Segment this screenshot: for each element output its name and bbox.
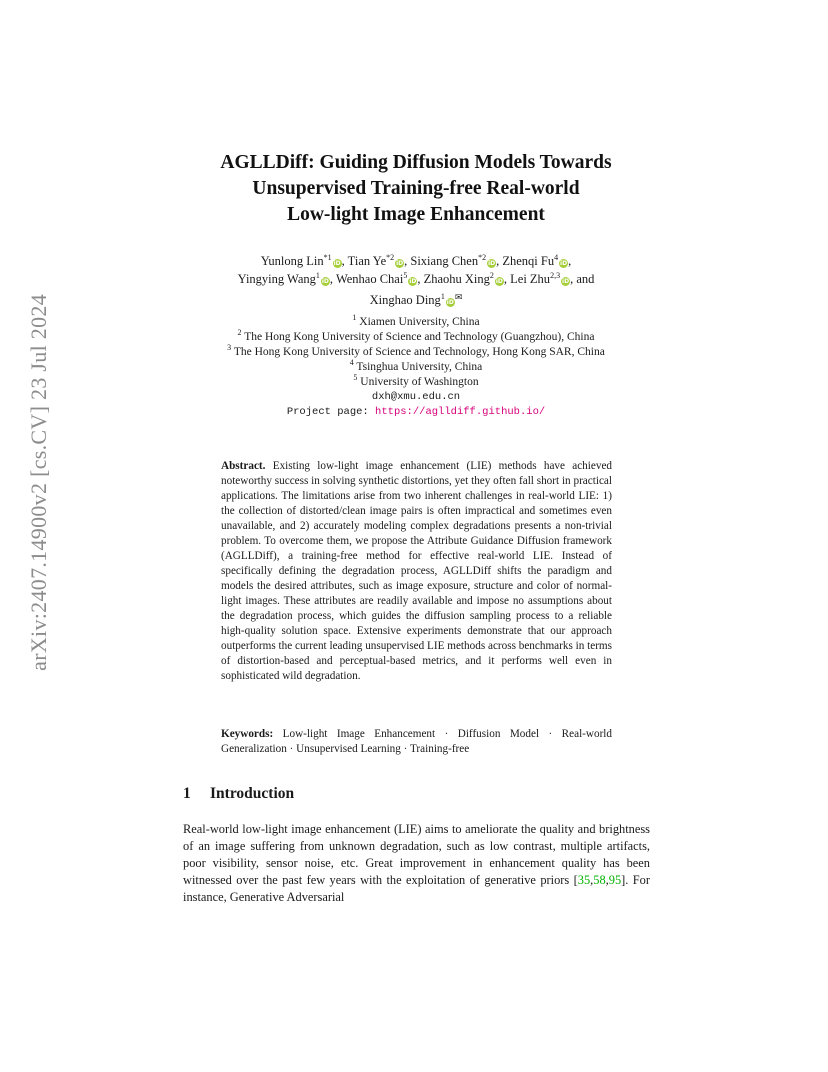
author-separator: , [417, 272, 424, 286]
affiliation-item [183, 315, 649, 330]
author-affil-sup: 2,3 [550, 271, 561, 280]
citation-link[interactable]: 58 [593, 873, 606, 887]
author-separator: , [503, 272, 511, 286]
author-name: Lei Zhu [510, 272, 551, 286]
orcid-icon[interactable]: iD [562, 278, 570, 285]
author-separator: , [404, 254, 411, 268]
section-heading [183, 785, 294, 803]
title-line-1: AGLLDiff: Guiding Diffusion Models Towards [220, 152, 612, 173]
orcid-icon[interactable]: iD [409, 278, 417, 285]
affiliation-text: University of Washington [360, 376, 479, 388]
author-affil-sup: *2 [386, 253, 395, 262]
author-affil-sup: 4 [554, 253, 559, 262]
affiliation-text: Tsinghua University, China [356, 361, 483, 373]
email-address[interactable]: dxh@xmu.edu.cn [371, 391, 461, 403]
author-separator: , and [570, 272, 595, 286]
author-line-3 [183, 288, 649, 309]
project-page-line [183, 405, 649, 420]
affiliation-text: Xiamen University, China [359, 316, 480, 328]
author-name: Zhaohu Xing [423, 272, 490, 286]
intro-text: ]. For instance, Generative Adversarial [183, 873, 650, 904]
orcid-icon[interactable]: iD [495, 278, 503, 285]
project-page-link[interactable]: https://aglldiff.github.io/ [375, 406, 546, 418]
orcid-icon[interactable]: iD [321, 278, 329, 285]
project-page-label: Project page: [286, 406, 369, 418]
author-separator: , [568, 254, 572, 268]
affiliation-number: 2 [237, 328, 242, 337]
affiliation-number: 5 [353, 373, 358, 382]
abstract-block [221, 459, 612, 684]
section-number: 1 [183, 785, 191, 802]
affiliation-item [183, 375, 649, 390]
keywords-block [221, 727, 612, 757]
author-name: Sixiang Chen [410, 254, 479, 268]
section-title: Introduction [210, 785, 295, 802]
affiliation-number: 3 [227, 343, 232, 352]
author-name: Tian Ye [347, 254, 387, 268]
arxiv-stamp: arXiv:2407.14900v2 [cs.CV] 23 Jul 2024 [26, 294, 51, 671]
author-name: Zhenqi Fu [502, 254, 555, 268]
orcid-icon[interactable]: iD [396, 260, 404, 267]
affiliation-list [183, 315, 649, 420]
affiliation-text: The Hong Kong University of Science and Technology, Hong Kong SAR, China [233, 346, 605, 358]
author-affil-sup: 1 [440, 292, 445, 301]
affiliation-item [183, 345, 649, 360]
affiliation-item [183, 360, 649, 375]
title-line-3: Low-light Image Enhancement [287, 204, 545, 225]
author-line-2 [183, 270, 649, 288]
keywords-label: Keywords: [221, 728, 274, 740]
abstract-text: Existing low-light image enhancement (LIE) methods have achieved noteworthy success in solving synthetic distortions, yet they often fall short in practical applications. The limitations arise from two inherent challenges in real-world LIE: 1) the collection of distorted/clean image pairs is often impractical and sometimes even unavailable, and 2) accurately modeling complex degradations presents a non-trivial problem. To overcome them, we propose the Attribute Guidance Diffusion framework (AGLLDiff), a training-free method for effective real-world LIE. Instead of specifically defining the degradation process, AGLLDiff shifts the paradigm and models the desired attributes, such as image exposure, structure and color of normal-light images. These attributes are readily available and impose no assumptions about the degradation process, which guides the diffusion sampling process to a reliable high-quality solution space. Extensive experiments demonstrate that our approach outperforms the current leading unsupervised LIE methods across benchmarks in terms of distortion-based and perceptual-based metrics, and it performs well even in sophisticated wild degradation. [221, 460, 613, 682]
abstract-label: Abstract. [221, 460, 266, 472]
affiliation-text: The Hong Kong University of Science and Technology (Guangzhou), China [244, 331, 595, 343]
title-line-2: Unsupervised Training-free Real-world [252, 178, 580, 199]
keywords-text: Low-light Image Enhancement · Diffusion Model · Real-world Generalization · Unsupervised Learning · Training-free [221, 728, 613, 755]
author-affil-sup: *2 [478, 253, 487, 262]
author-affil-sup: *1 [323, 253, 332, 262]
author-name: Yingying Wang [237, 272, 316, 286]
orcid-icon[interactable]: iD [333, 260, 341, 267]
paper-title [183, 150, 649, 228]
orcid-icon[interactable]: iD [560, 260, 568, 267]
author-affil-sup: 1 [315, 271, 320, 280]
author-affil-sup: 5 [403, 271, 408, 280]
intro-paragraph: Real-world low-light image enhancement (LIE) aims to ameliorate the quality and brightness of an image suffering from unknown degradation, such as low contrast, multiple artifacts, poor visibility, sensor noise, etc. Great improvement in enhancement quality has been witnessed over the past few years with the exploitation of generative priors [35,58,95]. For instance, Generative Adversarial [183, 822, 650, 904]
citation-link[interactable]: 95 [608, 873, 622, 887]
author-name: Xinghao Ding [369, 293, 441, 307]
author-name: Yunlong Lin [260, 254, 324, 268]
author-separator: , [341, 254, 348, 268]
author-separator: , [329, 272, 336, 286]
affiliation-item [183, 330, 649, 345]
author-affil-sup: 2 [489, 271, 494, 280]
orcid-icon[interactable]: iD [446, 299, 454, 306]
author-line-1 [183, 252, 649, 270]
affiliation-number: 1 [352, 313, 357, 322]
author-list [183, 252, 649, 309]
author-separator: , [496, 254, 503, 268]
intro-text: Real-world low-light image enhancement (LIE) aims to ameliorate the quality and brightness of an image suffering from unknown degradation, such as low contrast, multiple artifacts, poor visibility, sensor noise, etc. Great improvement in enhancement quality has been witnessed over the past few years with the exploitation of generative priors [ [183, 822, 650, 887]
envelope-icon[interactable]: ✉ [454, 292, 463, 302]
citation-link[interactable]: 35 [577, 873, 591, 887]
orcid-icon[interactable]: iD [488, 260, 496, 267]
affiliation-number: 4 [349, 358, 354, 367]
author-name: Wenhao Chai [335, 272, 404, 286]
